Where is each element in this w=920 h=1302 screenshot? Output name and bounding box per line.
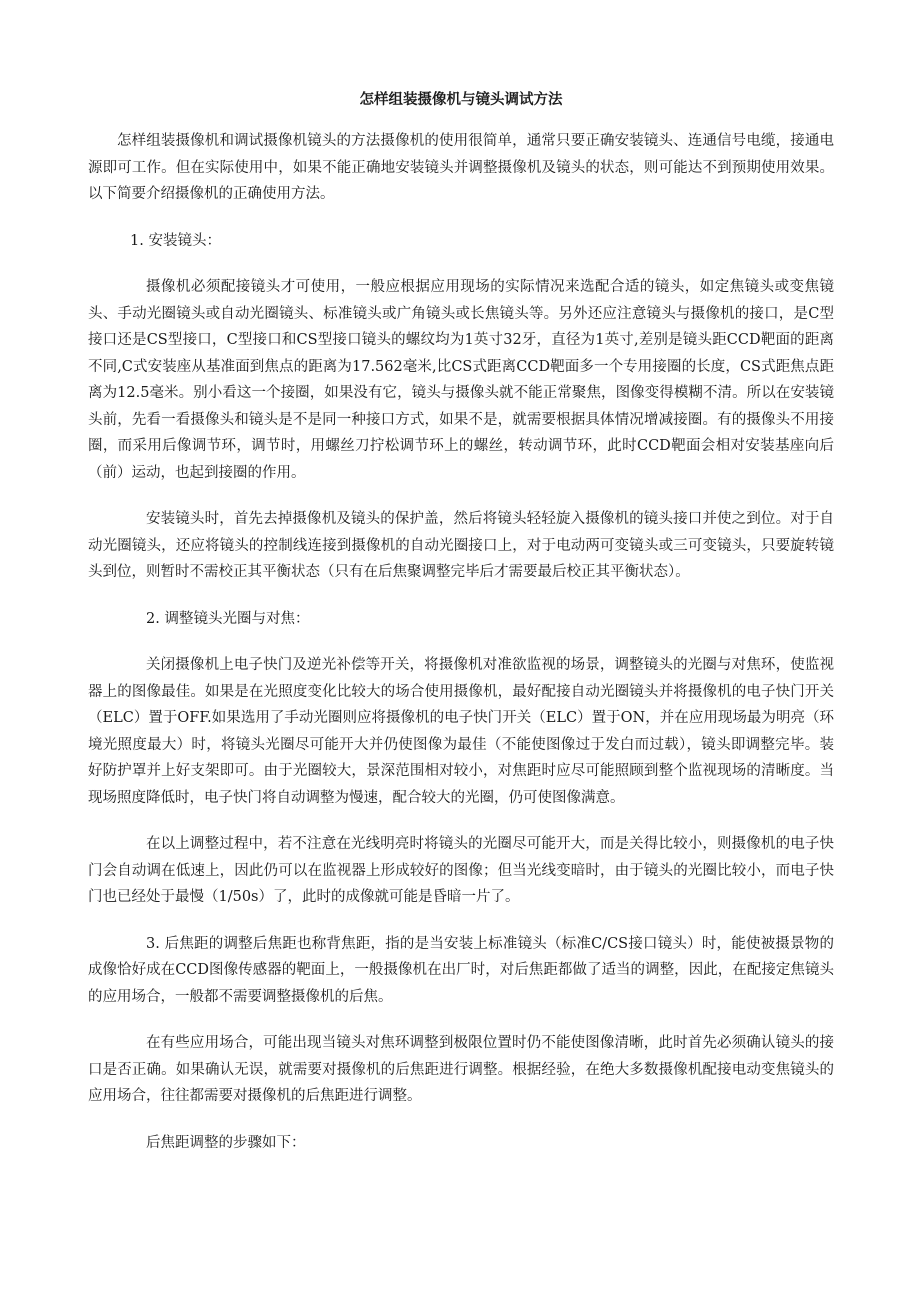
section-2-paragraph-1: 关闭摄像机上电子快门及逆光补偿等开关，将摄像机对准欲监视的场景，调整镜头的光圈与对焦环，使监视器上的图像最佳。如果是在光照度变化比较大的场合使用摄像机，最好配接自动光圈镜头并将摄像机的电子快门开关（ELC）置于OFF.如果选用了手动光圈则应将摄像机的电子快门开关（ELC）置于ON，并在应用现场最为明亮（环境光照度最大）时，将镜头光圈尽可能开大并仍使图像为最佳（不能使图像过于发白而过载），镜头即调整完毕。装好防护罩并上好支架即可。由于光圈较大，景深范围相对较小，对焦距时应尽可能照顾到整个监视现场的清晰度。当现场照度降低时，电子快门将自动调整为慢速，配合较大的光圈，仍可使图像满意。 — [88, 657, 834, 806]
section-1-paragraph-1: 摄像机必须配接镜头才可使用，一般应根据应用现场的实际情况来选配合适的镜头，如定焦镜头或变焦镜头、手动光圈镜头或自动光圈镜头、标准镜头或广角镜头或长焦镜头等。另外还应注意镜头与摄像机的接口，是C型接口还是CS型接口，C型接口和CS型接口镜头的螺纹均为1英寸32牙，直径为1英寸,差别是镜头距CCD靶面的距离不同,C式安装座从基准面到焦点的距离为17.562毫米,比CS式距离CCD靶面多一个专用接圈的长度，CS式距焦点距离为12.5毫米。别小看这一个接圈，如果没有它，镜头与摄像头就不能正常聚焦，图像变得模糊不清。所以在安装镜头前，先看一看摄像头和镜头是不是同一种接口方式，如果不是，就需要根据具体情况增减接圈。有的摄像头不用接圈，而采用后像调节环，调节时，用螺丝刀拧松调节环上的螺丝，转动调节环，此时CCD靶面会相对安装基座向后（前）运动，也起到接圈的作用。 — [88, 279, 834, 481]
section-3-paragraph-2: 在有些应用场合，可能出现当镜头对焦环调整到极限位置时仍不能使图像清晰，此时首先必须确认镜头的接口是否正确。如果确认无误，就需要对摄像机的后焦距进行调整。根据经验，在绝大多数摄像机配接电动变焦镜头的应用场合，往往都需要对摄像机的后焦距进行调整。 — [88, 1035, 834, 1104]
document-page — [88, 88, 834, 1176]
section-2-paragraph-2: 在以上调整过程中，若不注意在光线明亮时将镜头的光圈尽可能开大，而是关得比较小，则摄像机的电子快门会自动调在低速上，因此仍可以在监视器上形成较好的图像；但当光线变暗时，由于镜头的光圈比较小，而电子快门也已经处于最慢（1/50s）了，此时的成像就可能是昏暗一片了。 — [88, 836, 834, 905]
section-2-heading: 2. 调整镜头光圈与对焦： — [146, 610, 310, 627]
section-3-steps-heading: 后焦距调整的步骤如下： — [146, 1134, 306, 1151]
section-1-paragraph-2: 安装镜头时，首先去掉摄像机及镜头的保护盖，然后将镜头轻轻旋入摄像机的镜头接口并使之到位。对于自动光圈镜头，还应将镜头的控制线连接到摄像机的自动光圈接口上，对于电动两可变镜头或三可变镜头，只要旋转镜头到位，则暂时不需校正其平衡状态（只有在后焦聚调整完毕后才需要最后校正其平衡状态）。 — [88, 511, 834, 580]
document-title: 怎样组装摄像机与镜头调试方法 — [359, 92, 563, 108]
intro-paragraph: 怎样组装摄像机和调试摄像机镜头的方法摄像机的使用很简单，通常只要正确安装镜头、连通信号电缆，接通电源即可工作。但在实际使用中，如果不能正确地安装镜头并调整摄像机及镜头的状态，则可能达不到预期使用效果。以下简要介绍摄像机的正确使用方法。 — [88, 133, 834, 202]
section-1-heading: 1. 安装镜头： — [130, 232, 221, 249]
section-3-paragraph-1: 3. 后焦距的调整后焦距也称背焦距，指的是当安装上标准镜头（标准C/CS接口镜头）时，能使被摄景物的成像恰好成在CCD图像传感器的靶面上，一般摄像机在出厂时，对后焦距都做了适当的调整，因此，在配接定焦镜头的应用场合，一般都不需要调整摄像机的后焦。 — [88, 935, 834, 1005]
